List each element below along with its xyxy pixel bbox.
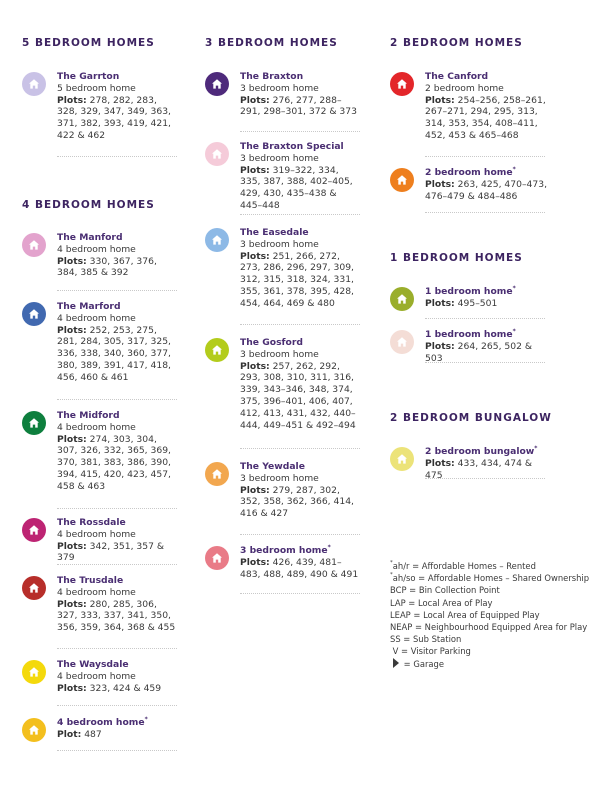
- home-entry-the-garrton: [22, 71, 177, 142]
- divider: [425, 478, 545, 479]
- home-name: The Rossdale: [57, 517, 126, 528]
- home-name: The Manford: [57, 232, 123, 243]
- legend-item: NEAP = Neighbourhood Equipped Area for Play: [390, 622, 588, 633]
- home-entry-1-bedroom-affordable-a: [390, 286, 550, 311]
- plots-label: Plots:: [425, 297, 455, 309]
- home-plots: [425, 298, 497, 309]
- home-name: [240, 545, 360, 557]
- home-info: [57, 232, 177, 279]
- house-icon: [390, 168, 414, 192]
- plots-value: 252, 253, 275, 281, 284, 305, 317, 325, 336, 338, 340, 360, 377, 380, 389, 391, 417, 418, 456, 460 & 461: [57, 324, 171, 383]
- plots-value: 278, 282, 283, 328, 329, 347, 349, 363, 371, 382, 393, 419, 421, 422 & 462: [57, 94, 171, 141]
- home-bedrooms: 3 bedroom home: [240, 472, 319, 484]
- plots-label: Plots:: [57, 255, 87, 267]
- plots-label: Plots:: [240, 484, 270, 496]
- home-entry-the-canford: [390, 71, 550, 142]
- home-plots: [57, 95, 171, 141]
- home-plots: [57, 325, 171, 383]
- plots-value: 433, 434, 474 & 475: [425, 457, 533, 481]
- divider: [240, 448, 360, 449]
- home-plots: [240, 251, 354, 309]
- home-plots: [57, 599, 175, 634]
- plots-label: Plots:: [240, 360, 270, 372]
- plots-value: 263, 425, 470–473, 476–479 & 484–486: [425, 178, 547, 202]
- home-name: The Easedale: [240, 227, 309, 238]
- home-name: [425, 329, 550, 341]
- divider: [57, 290, 177, 291]
- home-info: [57, 575, 177, 634]
- home-entry-the-braxton: [205, 71, 360, 118]
- plots-label: Plots:: [425, 340, 455, 352]
- divider: [240, 534, 360, 535]
- plots-label: Plots:: [57, 682, 87, 694]
- plots-value: 257, 262, 292, 293, 308, 310, 311, 316, 339, 343–346, 348, 374, 375, 396–401, 406, 407, 412, 413, 431, 432, 440–444, 449–451 & 492–494: [240, 360, 356, 431]
- home-info: [57, 517, 177, 564]
- divider: [240, 324, 360, 325]
- home-entry-the-manford: [22, 232, 177, 279]
- section-heading-5-bedroom: 5 BEDROOM HOMES: [22, 37, 155, 49]
- home-info: [240, 545, 360, 580]
- divider: [240, 214, 360, 215]
- legend-text: ah/so = Affordable Homes – Shared Ownership: [392, 573, 590, 584]
- home-name: The Yewdale: [240, 461, 305, 472]
- home-plots: [240, 557, 358, 580]
- plots-label: Plots:: [240, 94, 270, 106]
- plots-value: 274, 303, 304, 307, 326, 332, 365, 369, 370, 381, 383, 386, 390, 394, 415, 420, 423, 457, 458 & 463: [57, 433, 171, 492]
- legend-item: LAP = Local Area of Play: [390, 597, 493, 608]
- house-icon: [390, 287, 414, 311]
- house-icon: [22, 660, 46, 684]
- home-bedrooms: 5 bedroom home: [57, 82, 136, 94]
- section-heading-1-bedroom: 1 BEDROOM HOMES: [390, 252, 523, 264]
- home-bedrooms: 2 bedroom home: [425, 82, 504, 94]
- home-entry-the-yewdale: [205, 461, 360, 520]
- house-icon: [22, 411, 46, 435]
- home-entry-the-gosford: [205, 337, 360, 431]
- home-info: [425, 286, 550, 310]
- home-entry-the-rossdale: [22, 517, 177, 564]
- house-icon: [22, 518, 46, 542]
- home-info: [425, 446, 550, 481]
- home-info: [57, 410, 177, 493]
- plots-value: 319–322, 334, 335, 387, 388, 402–405, 429, 430, 435–438 & 445–448: [240, 164, 353, 211]
- home-entry-the-waysdale: [22, 659, 177, 694]
- home-info: [425, 329, 550, 364]
- home-bedrooms: 4 bedroom home: [57, 528, 136, 540]
- plots-value: 487: [84, 728, 102, 740]
- divider: [57, 564, 177, 565]
- divider: [57, 705, 177, 706]
- house-icon: [205, 142, 229, 166]
- section-heading-2-bedroom-bungalow: 2 BEDROOM BUNGALOW: [390, 412, 552, 424]
- section-heading-2-bedroom: 2 BEDROOM HOMES: [390, 37, 523, 49]
- legend-text: = Garage: [403, 658, 445, 669]
- home-name-text: 4 bedroom home: [57, 717, 145, 728]
- plots-value: 426, 439, 481–483, 488, 489, 490 & 491: [240, 556, 359, 580]
- home-bedrooms: 3 bedroom home: [240, 348, 319, 360]
- plots-value: 330, 367, 376, 384, 385 & 392: [57, 255, 157, 279]
- plots-label: Plots:: [57, 433, 87, 445]
- plots-label: Plots:: [57, 540, 87, 552]
- home-plots: [240, 361, 356, 431]
- divider: [57, 750, 177, 751]
- legend-item: LEAP = Local Area of Equipped Play: [390, 609, 540, 620]
- legend-item: [390, 658, 595, 670]
- home-info: [240, 227, 360, 310]
- house-icon: [205, 228, 229, 252]
- legend-item: SS = Sub Station: [390, 634, 462, 645]
- home-bedrooms: 3 bedroom home: [240, 152, 319, 164]
- house-icon: [205, 462, 229, 486]
- home-bedrooms: 4 bedroom home: [57, 312, 136, 324]
- home-entry-3-bedroom-affordable: [205, 545, 360, 580]
- home-entry-the-braxton-special: [205, 141, 360, 212]
- home-name-text: 1 bedroom home: [425, 286, 513, 297]
- plots-value: 264, 265, 502 & 503: [425, 340, 533, 364]
- divider: [57, 648, 177, 649]
- house-icon: [22, 72, 46, 96]
- section-heading-4-bedroom: 4 BEDROOM HOMES: [22, 199, 155, 211]
- home-info: [240, 337, 360, 431]
- plots-label: Plots:: [425, 94, 455, 106]
- home-name: The Garrton: [57, 71, 120, 82]
- affordable-mark: *: [512, 166, 516, 173]
- house-icon: [390, 72, 414, 96]
- home-bedrooms: 4 bedroom home: [57, 586, 136, 598]
- legend-item: [390, 572, 595, 584]
- home-info: [240, 141, 360, 212]
- house-icon: [390, 330, 414, 354]
- home-name: The Braxton: [240, 71, 304, 82]
- affordable-mark: *: [327, 544, 331, 551]
- home-info: [57, 71, 177, 142]
- home-name: The Midford: [57, 410, 120, 421]
- home-plots: [425, 95, 546, 141]
- home-info: [425, 71, 550, 142]
- home-name-text: 2 bedroom home: [425, 167, 513, 178]
- home-bedrooms: 4 bedroom home: [57, 670, 136, 682]
- plots-label: Plots:: [240, 556, 270, 568]
- home-name: The Gosford: [240, 337, 303, 348]
- home-name-text: 1 bedroom home: [425, 329, 513, 340]
- affordable-mark: *: [534, 445, 538, 452]
- divider: [425, 212, 545, 213]
- home-plots: [57, 729, 102, 740]
- home-info: [240, 461, 360, 520]
- home-plots: [57, 256, 157, 279]
- home-plots: [57, 434, 171, 492]
- plots-value: 342, 351, 357 & 379: [57, 540, 165, 564]
- home-name: [57, 717, 177, 729]
- plots-label: Plots:: [240, 164, 270, 176]
- home-plots: [240, 165, 353, 211]
- house-icon: [205, 546, 229, 570]
- home-plots: [240, 485, 354, 520]
- home-name: [425, 167, 550, 179]
- divider: [57, 508, 177, 509]
- plots-label: Plots:: [425, 178, 455, 190]
- divider: [425, 156, 545, 157]
- home-plots: [425, 341, 532, 364]
- home-plots: [57, 683, 161, 694]
- divider: [240, 131, 360, 132]
- home-bedrooms: 3 bedroom home: [240, 238, 319, 250]
- divider: [57, 399, 177, 400]
- house-icon: [22, 718, 46, 742]
- home-entry-2-bedroom-bungalow: [390, 446, 550, 481]
- house-icon: [22, 302, 46, 326]
- garage-arrow-icon: [393, 658, 399, 668]
- house-icon: [22, 576, 46, 600]
- legend-text: ah/r = Affordable Homes – Rented: [392, 561, 536, 571]
- home-bedrooms: 3 bedroom home: [240, 82, 319, 94]
- home-name: The Trusdale: [57, 575, 124, 586]
- affordable-mark: *: [512, 285, 516, 292]
- plots-value: 279, 287, 302, 352, 358, 362, 366, 414, 416 & 427: [240, 484, 354, 520]
- legend-mark: *: [390, 572, 393, 579]
- house-icon: [205, 338, 229, 362]
- key-legend: [390, 560, 595, 670]
- divider: [240, 593, 360, 594]
- home-bedrooms: 4 bedroom home: [57, 243, 136, 255]
- plots-label: Plots:: [57, 324, 87, 336]
- affordable-mark: *: [512, 328, 516, 335]
- legend-item: V = Visitor Parking: [390, 646, 471, 657]
- home-entry-4-bedroom-affordable: [22, 717, 177, 742]
- home-info: [57, 659, 177, 694]
- legend-item: [390, 560, 595, 572]
- home-info: [57, 301, 177, 384]
- divider: [425, 318, 545, 319]
- home-name-text: 3 bedroom home: [240, 545, 328, 556]
- home-name: The Waysdale: [57, 659, 129, 670]
- plots-value: 276, 277, 288–291, 298–301, 372 & 373: [240, 94, 357, 118]
- home-plots: [240, 95, 357, 118]
- plots-label: Plots:: [57, 598, 87, 610]
- home-plots: [57, 541, 164, 564]
- home-entry-the-marford: [22, 301, 177, 384]
- home-entry-2-bedroom-affordable: [390, 167, 550, 202]
- home-plots: [425, 179, 547, 202]
- home-name: [425, 286, 550, 298]
- home-info: [425, 167, 550, 202]
- divider: [57, 156, 177, 157]
- home-name: The Marford: [57, 301, 121, 312]
- home-name-text: 2 bedroom bungalow: [425, 446, 535, 457]
- home-entry-the-trusdale: [22, 575, 177, 634]
- home-entry-the-easedale: [205, 227, 360, 310]
- legend-item: BCP = Bin Collection Point: [390, 585, 500, 596]
- home-bedrooms: 4 bedroom home: [57, 421, 136, 433]
- home-entry-the-midford: [22, 410, 177, 493]
- home-info: [57, 717, 177, 741]
- plots-value: 280, 285, 306, 327, 333, 337, 341, 350, 356, 359, 364, 368 & 455: [57, 598, 176, 634]
- affordable-mark: *: [144, 716, 148, 723]
- house-icon: [390, 447, 414, 471]
- home-name: The Canford: [425, 71, 489, 82]
- plots-value: 251, 266, 272, 273, 286, 296, 297, 309, 312, 315, 318, 324, 331, 355, 361, 378, 395, 428, 454, 464, 469 & 480: [240, 250, 354, 309]
- plots-label: Plots:: [240, 250, 270, 262]
- house-icon: [22, 233, 46, 257]
- plots-value: 323, 424 & 459: [89, 682, 162, 694]
- house-icon: [205, 72, 229, 96]
- divider: [425, 362, 545, 363]
- plots-label: Plots:: [425, 457, 455, 469]
- home-info: [240, 71, 360, 118]
- home-entry-1-bedroom-affordable-b: [390, 329, 550, 364]
- plots-label: Plot:: [57, 728, 82, 740]
- plots-value: 495–501: [457, 297, 498, 309]
- plots-label: Plots:: [57, 94, 87, 106]
- section-heading-3-bedroom: 3 BEDROOM HOMES: [205, 37, 338, 49]
- home-name: The Braxton Special: [240, 141, 344, 152]
- home-name: [425, 446, 550, 458]
- plots-value: 254–256, 258–261, 267–271, 294, 295, 313, 314, 353, 354, 408–411, 452, 453 & 465–468: [425, 94, 546, 141]
- legend-mark: *: [390, 560, 393, 566]
